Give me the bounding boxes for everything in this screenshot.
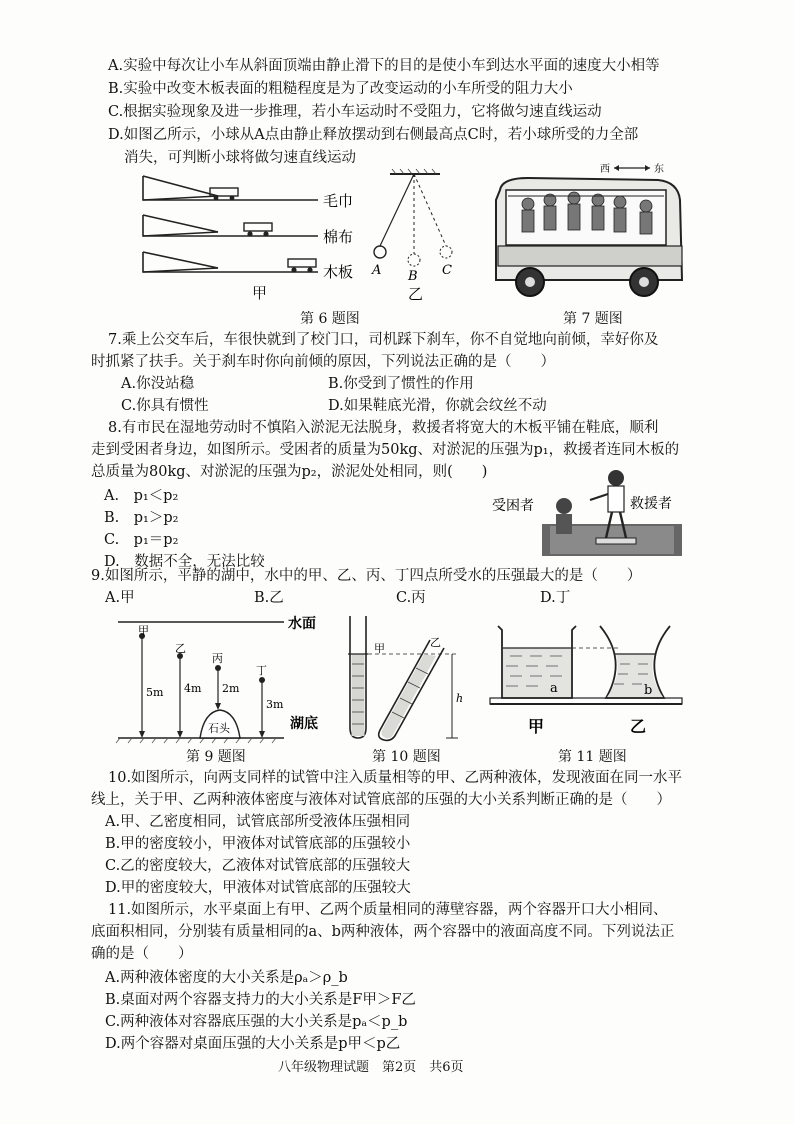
q8-option-a: A. p₁＜p₂ bbox=[104, 488, 179, 504]
q10-stem-2: 线上，关于甲、乙两种液体密度与液体对试管底部的压强的大小关系判断正确的是（ ） bbox=[91, 792, 671, 808]
fig6-point-c: C bbox=[442, 263, 452, 278]
fig9-depth-jia: 5m bbox=[146, 686, 164, 699]
fig7-bus bbox=[488, 160, 688, 306]
q10-option-c: C.乙的密度较大，乙液体对试管底部的压强较大 bbox=[105, 858, 411, 874]
q6-option-c: C.根据实验现象及进一步推理，若小车运动时不受阻力，它将做匀速直线运动 bbox=[108, 104, 602, 120]
fig7-east: 东 bbox=[654, 164, 664, 175]
q7-option-d: D.如果鞋底光滑，你就会纹丝不动 bbox=[328, 398, 547, 414]
q11-option-c: C.两种液体对容器底压强的大小关系是pₐ＜p_b bbox=[105, 1014, 408, 1030]
q9-option-c: C.丙 bbox=[396, 590, 426, 606]
fig9-point-jia: 甲 bbox=[138, 624, 149, 637]
fig9-point-ding: 丁 bbox=[256, 664, 267, 677]
q9-option-b: B.乙 bbox=[254, 590, 284, 606]
fig8-trapped-label: 受困者 bbox=[492, 498, 534, 514]
fig9-stone: 石头 bbox=[208, 722, 230, 735]
q10-option-b: B.甲的密度较小，甲液体对试管底部的压强较小 bbox=[105, 836, 411, 852]
fig6-towel-label: 毛巾 bbox=[323, 192, 354, 210]
q7-option-c: C.你具有惯性 bbox=[121, 398, 209, 414]
fig10-label-yi: 乙 bbox=[430, 636, 441, 649]
q6-option-d: D.如图乙所示，小球从A点由静止释放摆动到右侧最高点C时，若小球所受的力全部 bbox=[108, 127, 639, 143]
q8-stem-3: 总质量为80kg、对淤泥的压强为p₂，淤泥处处相同，则( ) bbox=[91, 464, 488, 480]
q7-stem-1: 7.乘上公交车后，车很快就到了校门口，司机踩下刹车，你不自觉地向前倾，幸好你及 bbox=[108, 332, 659, 348]
fig9-depth-ding: 3m bbox=[266, 698, 284, 711]
fig9-point-bing: 丙 bbox=[212, 652, 223, 665]
fig11-containers bbox=[488, 620, 688, 742]
q7-option-b: B.你受到了惯性的作用 bbox=[328, 376, 474, 392]
fig9-caption: 第 9 题图 bbox=[186, 749, 246, 765]
q6-option-b: B.实验中改变木板表面的粗糙程度是为了改变运动的小车所受的阻力大小 bbox=[108, 81, 573, 97]
q11-option-d: D.两个容器对桌面压强的大小关系是p甲＜p乙 bbox=[105, 1036, 401, 1052]
q11-stem-2: 底面积相同，分别装有质量相同的a、b两种液体，两个容器中的液面高度不同。下列说法正 bbox=[91, 924, 675, 940]
q6-option-d-cont: 消失，可判断小球将做匀速直线运动 bbox=[124, 150, 356, 166]
q9-stem: 9.如图所示，平静的湖中，水中的甲、乙、丙、丁四点所受水的压强最大的是（ ） bbox=[91, 568, 642, 584]
fig9-depth-bing: 2m bbox=[222, 682, 240, 695]
fig6-caption: 第 6 题图 bbox=[300, 311, 360, 327]
fig7-west: 西 bbox=[600, 164, 610, 175]
fig6-label-jia: 甲 bbox=[252, 284, 268, 302]
fig11-label-a: a bbox=[550, 681, 558, 696]
fig11-label-yi: 乙 bbox=[630, 717, 647, 736]
fig7-caption: 第 7 题图 bbox=[563, 311, 623, 327]
fig11-caption: 第 11 题图 bbox=[558, 749, 627, 765]
q8-option-b: B. p₁＞p₂ bbox=[104, 510, 179, 526]
q11-stem-3: 确的是（ ） bbox=[91, 946, 193, 962]
fig11-label-jia: 甲 bbox=[528, 717, 545, 736]
fig11-label-b: b bbox=[644, 683, 653, 698]
fig9-lake-bottom: 湖底 bbox=[290, 716, 318, 732]
fig6-cotton-label: 棉布 bbox=[323, 228, 354, 246]
fig10-label-h: h bbox=[456, 692, 464, 705]
q11-stem-1: 11.如图所示，水平桌面上有甲、乙两个质量相同的薄壁容器，两个容器开口大小相同、 bbox=[108, 902, 668, 918]
fig9-water-surface: 水面 bbox=[288, 616, 316, 632]
fig6-label-yi: 乙 bbox=[408, 285, 424, 303]
q8-option-c: C. p₁＝p₂ bbox=[104, 532, 179, 548]
fig6-wood-label: 木板 bbox=[323, 263, 354, 281]
fig9-point-yi: 乙 bbox=[175, 642, 186, 655]
q10-option-d: D.甲的密度较大，甲液体对试管底部的压强较大 bbox=[105, 880, 411, 896]
q8-option-d: D. 数据不全，无法比较 bbox=[104, 554, 265, 570]
q7-option-a: A.你没站稳 bbox=[121, 376, 195, 392]
fig6-point-b: B bbox=[408, 269, 418, 284]
page-footer: 八年级物理试题 第2页 共6页 bbox=[278, 1060, 464, 1075]
fig9-depth-yi: 4m bbox=[184, 682, 202, 695]
q10-stem-1: 10.如图所示，向两支同样的试管中注入质量相等的甲、乙两种液体，发现液面在同一水平 bbox=[108, 770, 683, 786]
fig10-label-jia: 甲 bbox=[374, 642, 385, 655]
fig8-rescue bbox=[490, 464, 690, 558]
fig6-ramps bbox=[138, 168, 368, 283]
fig10-caption: 第 10 题图 bbox=[372, 749, 441, 765]
fig9-lake bbox=[112, 612, 338, 744]
q11-option-b: B.桌面对两个容器支持力的大小关系是F甲＞F乙 bbox=[105, 992, 416, 1008]
q10-option-a: A.甲、乙密度相同，试管底部所受液体压强相同 bbox=[105, 814, 411, 830]
q8-stem-1: 8.有市民在湿地劳动时不慎陷入淤泥无法脱身，救援者将宽大的木板平铺在鞋底，顺利 bbox=[108, 420, 659, 436]
q6-option-a: A.实验中每次让小车从斜面顶端由静止滑下的目的是使小车到达水平面的速度大小相等 bbox=[108, 58, 660, 74]
fig6-point-a: A bbox=[372, 263, 382, 278]
q8-stem-2: 走到受困者身边，如图所示。受困者的质量为50kg、对淤泥的压强为p₁，救援者连同木板的 bbox=[91, 442, 680, 458]
q9-option-a: A.甲 bbox=[105, 590, 135, 606]
fig10-test-tubes bbox=[340, 612, 480, 744]
q7-stem-2: 时抓紧了扶手。关于刹车时你向前倾的原因，下列说法正确的是（ ） bbox=[91, 354, 555, 370]
fig8-rescuer-label: 救援者 bbox=[630, 496, 672, 512]
q9-option-d: D.丁 bbox=[540, 590, 571, 606]
q11-option-a: A.两种液体密度的大小关系是ρₐ＞ρ_b bbox=[105, 970, 348, 986]
fig6-pendulum bbox=[368, 168, 468, 303]
